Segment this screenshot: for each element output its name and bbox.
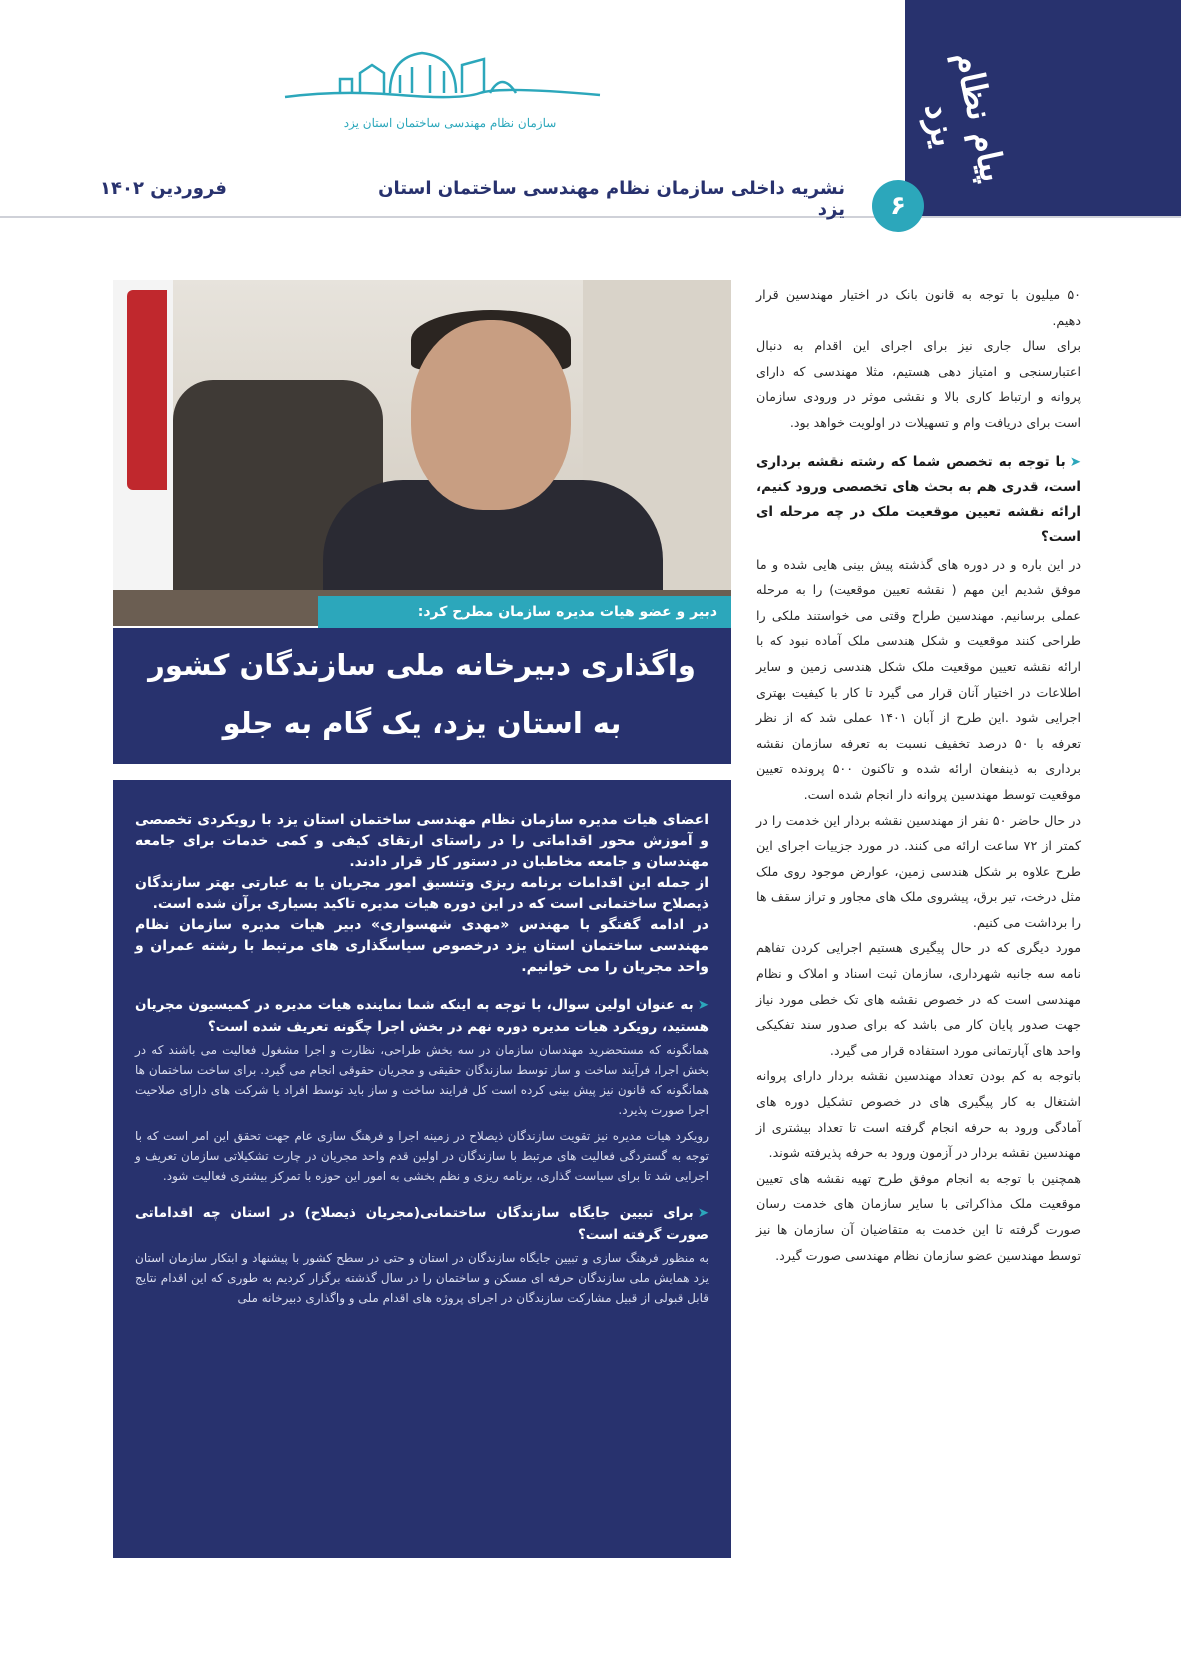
brand-calligraphy: پیام نظام یزد <box>916 48 1013 186</box>
answer-1: همانگونه که مستحضرید مهندسان سازمان در سه بخش طراحی، نظارت و اجرا مشغول فعالیت می باشند که در بخش اجرا، فرآیند ساخت و ساز توسط سازندگان حقیقی و مجریان حقوقی انجام می گیرد. برای ساخت ساختمان ها همانگونه که قانون نیز پیش بینی کرده است کل فرایند ساخت و ساز باید توسط افراد یا شرکت های دارای صلاحیت اجرا صورت پذیرد. <box>135 1043 709 1117</box>
article-kicker: دبیر و عضو هیات مدیره سازمان مطرح کرد: <box>318 596 731 628</box>
intro-paragraph: اعضای هیات مدیره سازمان نظام مهندسی ساختمان استان یزد با رویکردی تخصصی و آموزش محور اقداماتی را در راستای ارتقای کیفی و کمی خدمات برای جامعه مهندسان و جامعه مخاطبان در دستور کار قرار دادند. <box>135 812 709 870</box>
column-paragraph: در این باره و در دوره های گذشته پیش بینی هایی شده و ما موفق شدیم این مهم ( نقشه تعیین موقعیت) را به مرحله عملی برسانیم. مهندسین طراح وقتی می خواستند ملکی را طراحی کنند موقعیت و شکل هندسی ملک آماده نبود که با ارائه نقشه تعیین موقعیت ملک شکل هندسی زمین و سایر اطلاعات در اختیار آنان قرار می گیرد تا کار با کیفیت بهتری اجرایی شود .این طرح از آبان ۱۴۰۱ عملی شد که از نظر تعرفه با ۵۰ درصد تخفیف نسبت به تعرفه سازمان نقشه برداری به ذینفعان ارائه شده و تاکنون ۵۰۰ پرونده تعیین موقعیت توسط مهندسین پروانه دار انجام شده است. <box>756 556 1082 802</box>
column-paragraph: همچنین با توجه به انجام موفق طرح تهیه نقشه های تعیین موقعیت ملک مذاکراتی با سایر سازمان های خدمت رسان صورت گرفته تا این خدمت به متقاضیان آن سازمان ها نیز توسط مهندسین عضو سازمان نظام مهندسی صورت گیرد. <box>756 1170 1081 1263</box>
question-text: برای تبیین جایگاه سازندگان ساختمانی(مجریان ذیصلاح) در استان چه اقداماتی صورت گرفته است؟ <box>135 1205 709 1243</box>
svg-text:سازمان نظام مهندسی ساختمان است: سازمان نظام مهندسی ساختمان استان یزد <box>343 116 557 130</box>
column-paragraph: ۵۰ میلیون با توجه به قانون بانک در اختیار مهندسین قرار دهیم. <box>756 287 1081 328</box>
column-paragraph: باتوجه به کم بودن تعداد مهندسین نقشه بردار دارای پروانه اشتغال به کار پیگیری های در خصوص تشکیل دوره های آمادگی ورود به حرفه انجام گرفته است تا تعداد بیشتری از مهندسین نقشه بردار در آزمون ورود به حرفه پذیرفته شوند. <box>756 1068 1081 1161</box>
intro-paragraph: از جمله این اقدامات برنامه ریزی وتنسیق امور مجریان یا به عبارتی بهتر سازندگان ذیصلاح ساختمانی است که در این دوره هیات مدیره تاکید بسیاری برآن شده است. <box>135 875 709 912</box>
pointer-icon: ➤ <box>697 1205 709 1221</box>
article-headline: واگذاری دبیرخانه ملی سازندگان کشور به استان یزد، یک گام به جلو <box>113 628 731 764</box>
answer-1-continued: رویکرد هیات مدیره نیز تقویت سازندگان ذیصلاح در زمینه اجرا و فرهنگ سازی عام جهت تحقق این امر است که با توجه به گستردگی فعالیت های مرتبط با سازندگان در اولین قدم واحد مجریان در چارت تشکیلاتی سازمان تعریف و اجرایی شد تا برای سیاست گذاری، برنامه ریزی و نظم بخشی به امور این حوزه با تمرکز بیشتری فعالیت شود. <box>135 1129 709 1183</box>
organization-logo <box>280 35 605 150</box>
publication-title: نشریه داخلی سازمان نظام مهندسی ساختمان استان یزد <box>378 178 845 220</box>
interview-box <box>113 780 731 1558</box>
column-paragraph: در حال حاضر ۵۰ نفر از مهندسین نقشه بردار این خدمت را در کمتر از ۷۲ ساعت ارائه می کنند. در مورد جزییات اجرای این طرح علاوه بر شکل هندسی زمین، عوارض موجود روی ملک مثل درخت، تیر برق، پیشروی ملک های مجاور و تراز سقف ها را برداشت می کنیم. <box>756 812 1081 930</box>
column-paragraph: مورد دیگری که در حال پیگیری هستیم اجرایی کردن تفاهم نامه سه جانبه شهرداری، سازمان ثبت اسناد و املاک و نظام مهندسی است که در خصوص نقشه های تک خطی مورد نیاز جهت صدور پایان کار می باشد که برای صدور سند تفکیکی واحد های آپارتمانی مورد استفاده قرار می گیرد. <box>756 940 1081 1058</box>
question-text: به عنوان اولین سوال، با توجه به اینکه شما نماینده هیات مدیره در کمیسیون مجریان هستید، رویکرد هیات مدیره دوره نهم در بخش اجرا چگونه تعریف شده است؟ <box>135 997 709 1035</box>
answer-2: به منظور فرهنگ سازی و تبیین جایگاه سازندگان در استان و حتی در سطح کشور با پیشنهاد و ابتکار سازمان استان یزد همایش ملی سازندگان حرفه ای مسکن و ساختمان را در سال گذشته برگزار کردیم به طوری که این اقدام نتایج قابل قبولی از قبیل مشارکت سازندگان در اجرای پروژه های اقدام ملی و واگذاری دبیرخانه ملی <box>135 1251 709 1305</box>
pointer-icon: ➤ <box>1069 453 1081 470</box>
right-column <box>756 282 1081 1268</box>
interview-photo <box>113 280 731 626</box>
question-2 <box>135 1202 709 1246</box>
skyline-logo-icon <box>280 35 605 150</box>
question-1 <box>135 994 709 1038</box>
flag-icon <box>113 280 173 610</box>
page-number-badge: ۶ <box>872 180 924 232</box>
column-paragraph: برای سال جاری نیز برای اجرای این اقدام به دنبال اعتبارسنجی و امتیاز دهی هستیم، مثلا مهندسی که دارای پروانه و ارتباط کاری بالا و نقشی موثر در ورودی سازمان است برای دریافت وام و تسهیلات در اولویت خواهد بود. <box>756 338 1081 430</box>
intro-paragraph: در ادامه گفتگو با مهندس «مهدی شهسواری» دبیر هیات مدیره سازمان نظام مهندسی ساختمان استان یزد درخصوص سیاسگذاری های مرتبط با رشته عمران و واحد مجریان را می خوانیم. <box>135 917 709 975</box>
pointer-icon: ➤ <box>697 997 709 1013</box>
question-text: با توجه به تخصص شما که رشته نقشه برداری است، قدری هم به بحث های تخصصی ورود کنیم، ارائه نقشه تعیین موقعیت ملک در چه مرحله ای است؟ <box>756 453 1081 545</box>
question-3 <box>756 450 1081 550</box>
issue-date: فروردین ۱۴۰۲ <box>100 178 227 199</box>
